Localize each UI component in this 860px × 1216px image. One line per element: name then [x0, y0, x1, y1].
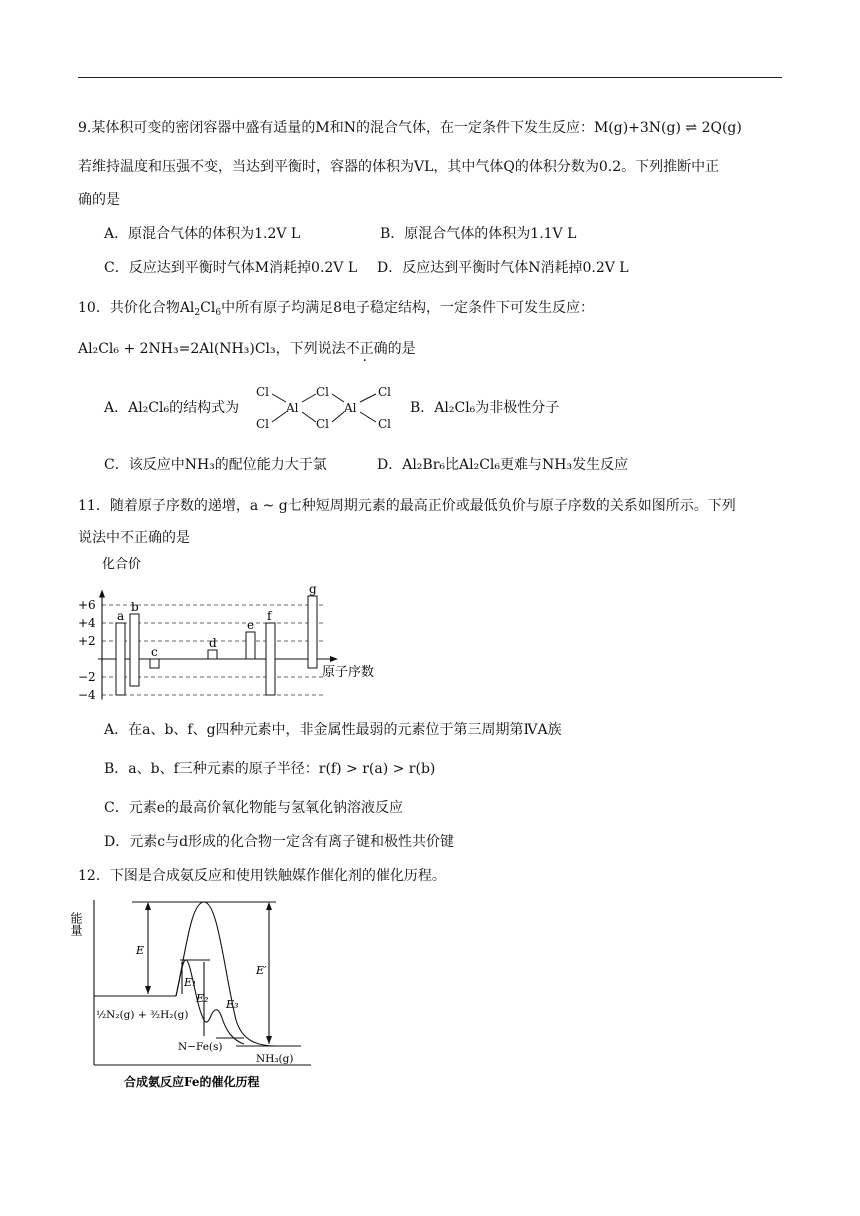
q9-option-d: D．反应达到平衡时气体N消耗掉0.2V L [377, 260, 629, 276]
q9-option-b: B．原混合气体的体积为1.1V L [380, 226, 577, 242]
bar-label-a: a [117, 609, 125, 623]
struct-atom: Cl [316, 385, 330, 399]
label-E2: E₂ [196, 992, 209, 1005]
q10-stem-line1: 10．共价化合物$Al_2Cl_6$中所有原子均满足8电子稳定结构，一定条件下可发生反应： [78, 300, 594, 318]
q9-stem-line3: 确的是 [78, 192, 120, 208]
q11-stem-line1: 11．随着原子序数的递增，a ~ g七种短周期元素的最高正价或最低负价与原子序数的关系如图所示。下列 [78, 498, 736, 514]
struct-atom: Cl [256, 385, 270, 399]
y-tick-label: −2 [78, 670, 96, 684]
energy-ylabel: 能量 [69, 912, 83, 936]
struct-atom: Cl [378, 417, 392, 431]
q11-option-b: B．a、b、f三种元素的原子半径：r(f) > r(a) > r(b) [104, 761, 436, 777]
chart-xlabel: 原子序数 [322, 665, 375, 680]
struct-atom: Al [286, 401, 299, 415]
q10-option-c: C．该反应中NH₃的配位能力大于氯 [104, 457, 327, 473]
q10-option-d: D．Al₂Br₆比Al₂Cl₆更难与NH₃发生反应 [377, 457, 629, 473]
x-axis-arrow [330, 656, 338, 662]
struct-atom: Cl [256, 417, 270, 431]
label-E1: E₁ [184, 976, 197, 989]
bar-label-g: g [309, 582, 317, 596]
y-axis-arrow [99, 590, 105, 598]
al2cl6-structure [250, 382, 400, 432]
chart-ylabel: 化合价 [102, 557, 142, 572]
header-rule [78, 77, 782, 78]
y-tick-label: +4 [78, 616, 96, 630]
q10-stem-pre: 10．共价化合物Al [78, 300, 195, 316]
energy-caption: 合成氨反应Fe的催化历程 [124, 1075, 260, 1089]
q9-stem-line1: 9.某体积可变的密闭容器中盛有适量的M和N的混合气体，在一定条件下发生反应：M(g)+3N(g) ⇌ 2Q(g) [78, 120, 742, 136]
q10-stem-post: 中所有原子均满足8电子稳定结构，一定条件下可发生反应： [221, 300, 594, 316]
bar-b [130, 614, 139, 686]
q10-equation [78, 339, 416, 359]
q9-option-c: C．反应达到平衡时气体M消耗掉0.2V L [104, 260, 358, 276]
q11-option-a: A．在a、b、f、g四种元素中，非金属性最弱的元素位于第三周期第ⅣA族 [104, 722, 562, 738]
energy-diagram [69, 890, 316, 1100]
q10-option-b: B．Al₂Cl₆为非极性分子 [410, 400, 560, 416]
bar-label-d: d [209, 636, 217, 650]
y-tick-label: −4 [78, 688, 96, 702]
q10-emphasis: 不正确 [345, 341, 388, 357]
struct-atom: Al [344, 401, 357, 415]
label-reactants: ½N₂(g) + ³⁄₂H₂(g) [96, 1009, 189, 1021]
label-Eprime: E′ [256, 964, 267, 977]
label-N-Fe: N−Fe(s) [178, 1041, 223, 1053]
q9-stem-line2: 若维持温度和压强不变，当达到平衡时，容器的体积为VL，其中气体Q的体积分数为0.2。下列推断中正 [78, 159, 720, 175]
q11-option-d: D．元素c与d形成的化合物一定含有离子键和极性共价键 [104, 834, 455, 850]
bar-c [150, 659, 159, 668]
struct-atom: Cl [316, 417, 330, 431]
label-E: E [136, 944, 145, 957]
y-tick-label: +2 [78, 634, 96, 648]
label-NH3: NH₃(g) [256, 1053, 294, 1065]
struct-atom: Cl [378, 385, 392, 399]
valence-chart [76, 552, 396, 712]
bar-f [266, 623, 275, 695]
q9-option-a: A．原混合气体的体积为1.2V L [104, 226, 301, 242]
chart-bars [116, 582, 317, 695]
label-E3: E₃ [226, 998, 239, 1011]
bar-label-b: b [131, 600, 139, 614]
q11-stem-line2: 说法中不正确的是 [78, 530, 190, 546]
bar-g [308, 596, 317, 668]
bar-e [246, 632, 255, 659]
bar-label-f: f [267, 609, 272, 623]
bar-a [116, 623, 125, 695]
q10-option-a: A．Al₂Cl₆的结构式为 [104, 400, 240, 416]
q10-eq-tail: 的是 [387, 341, 416, 357]
y-tick-label: +6 [78, 598, 96, 612]
q12-stem: 12．下图是合成氨反应和使用铁触媒作催化剂的催化历程。 [78, 868, 446, 884]
bar-d [208, 650, 217, 659]
q10-eq-text: Al₂Cl₆ + 2NH₃=2Al(NH₃)Cl₃，下列说法 [78, 341, 346, 357]
bar-label-e: e [247, 618, 255, 632]
bar-label-c: c [151, 645, 158, 659]
q11-option-c: C．元素e的最高价氧化物能与氢氧化钠溶液反应 [104, 800, 403, 816]
